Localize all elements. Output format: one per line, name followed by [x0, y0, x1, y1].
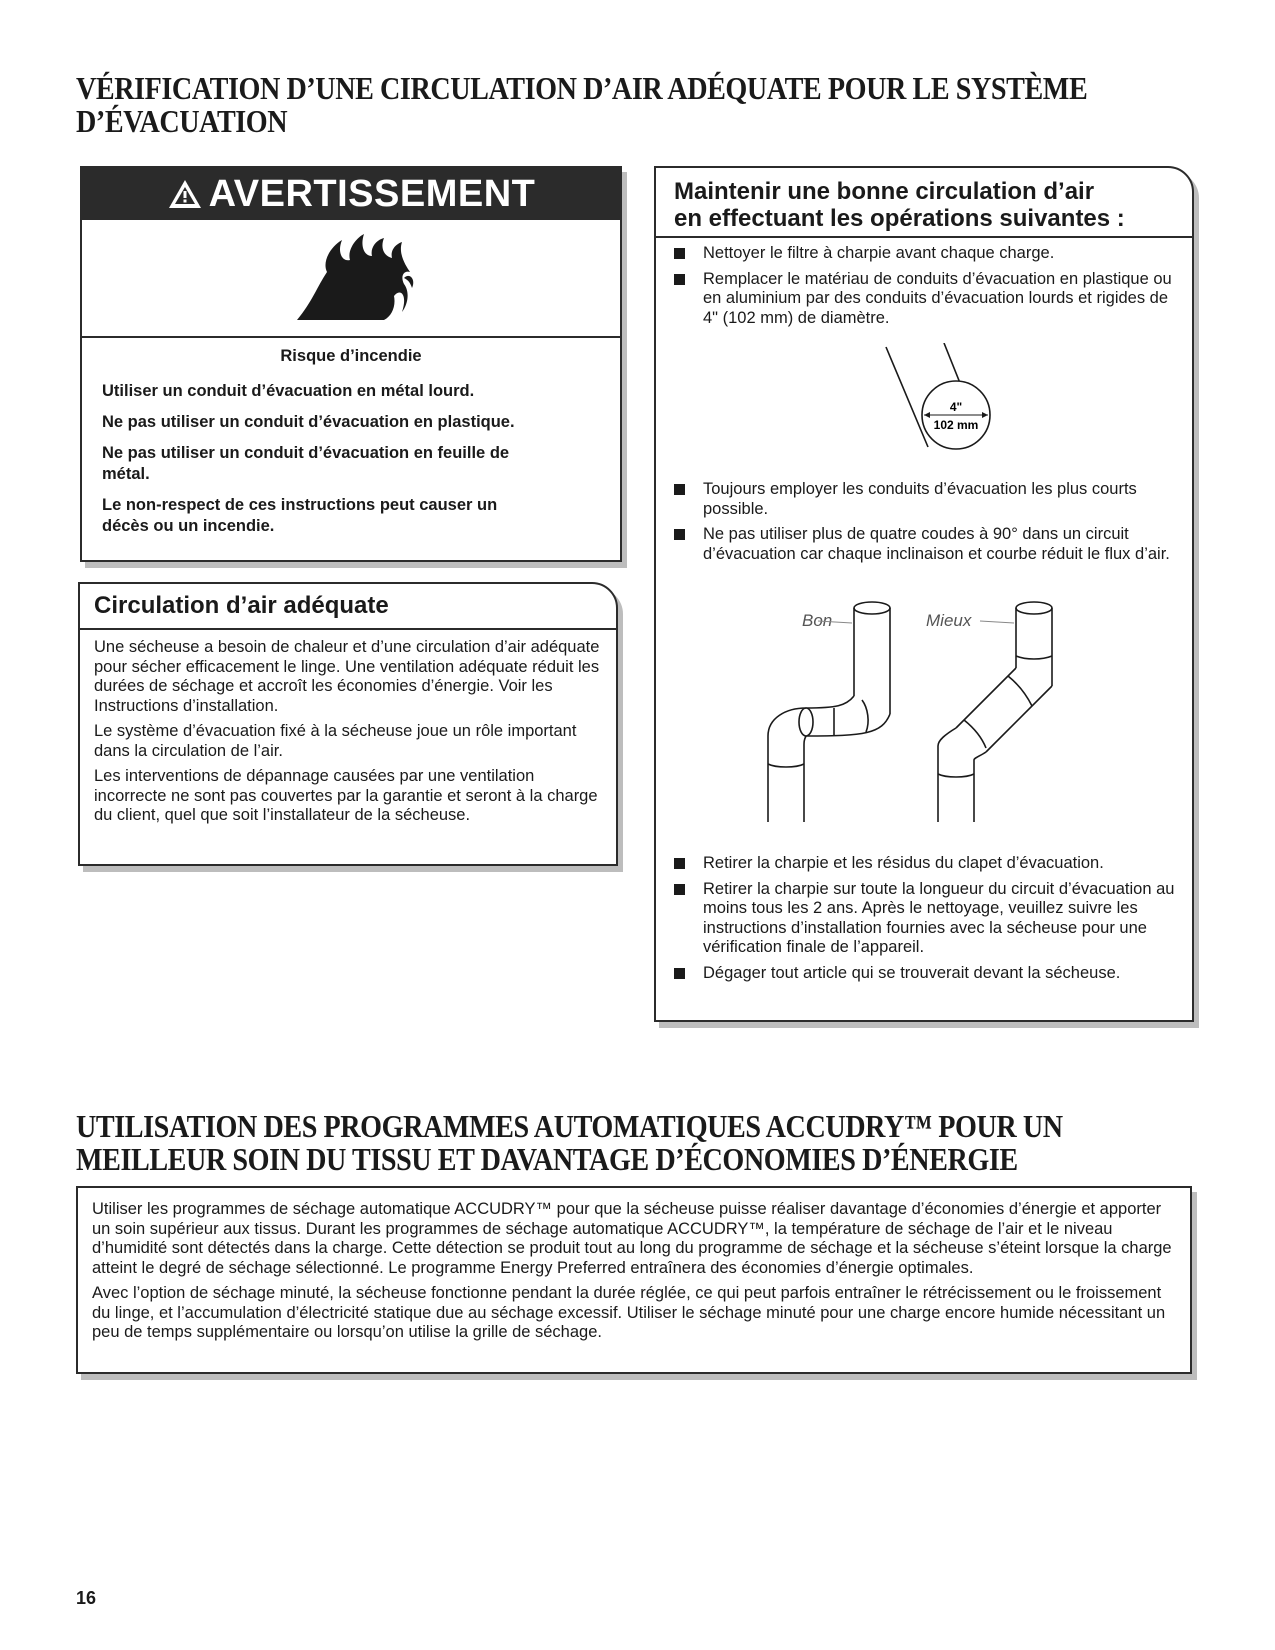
duct-label-mm: 102 mm	[933, 418, 979, 432]
warning-box	[80, 166, 622, 562]
list-item: Retirer la charpie sur toute la longueur du circuit d’évacuation au moins tous les 2 ans. Après le nettoyage, veuillez suivre les instructions d’installation fournies avec la sécheuse pour une vérification finale de l’appareil.	[656, 880, 1186, 958]
warning-subtitle: Risque d’incendie	[280, 347, 422, 365]
page-number: 16	[76, 1588, 97, 1608]
accudry-paragraph: Avec l’option de séchage minuté, la sécheuse fonctionne pendant la durée réglée, ce qui peut parfois entraîner le rétrécissement ou le froissement du linge, et l’accumulation d’électricité statique due au séchage excessif. Utiliser le séchage minuté pour une charge encore humide nécessitant un peu de temps supplémentaire ou lorsqu’on utilise la grille de séchage.	[92, 1284, 1166, 1341]
section-title-accudry	[76, 1110, 1220, 1176]
warning-line: Utiliser un conduit d’évacuation en métal lourd.	[102, 382, 475, 400]
duct-label-inches: 4"	[949, 400, 963, 414]
bullet-list-bottom	[656, 854, 1186, 989]
fire-icon	[292, 232, 422, 324]
section2-title-line-1: UTILISATION DES PROGRAMMES AUTOMATIQUES ACCUDRY™ POUR UN	[76, 1108, 1063, 1144]
list-item: Toujours employer les conduits d’évacuation les plus courts possible.	[656, 480, 1186, 519]
maintain-airflow-box	[654, 166, 1194, 1022]
bullet-list-top	[656, 244, 1186, 334]
warning-line: Ne pas utiliser un conduit d’évacuation en plastique.	[102, 413, 515, 431]
label-good: Bon	[802, 611, 833, 630]
warning-triangle-icon	[167, 178, 203, 210]
duct-diameter-diagram	[856, 343, 1016, 463]
maintain-airflow-title	[656, 168, 1192, 238]
list-item: Dégager tout article qui se trouverait devant la sécheuse.	[656, 964, 1186, 984]
label-better: Mieux	[926, 611, 972, 630]
list-item: Nettoyer le filtre à charpie avant chaque charge.	[656, 244, 1186, 264]
adequate-airflow-title: Circulation d’air adéquate	[80, 584, 616, 630]
warning-header-text: AVERTISSEMENT	[208, 173, 536, 215]
list-item: Remplacer le matériau de conduits d’évacuation en plastique ou en aluminium par des conduits d’évacuation lourds et rigides de 4" (102 mm) de diamètre.	[656, 270, 1186, 329]
maintain-title-line-1: Maintenir une bonne circulation d’air	[674, 178, 1095, 205]
fire-hazard-area	[82, 220, 620, 338]
section-title-line-2: D’ÉVACUATION	[76, 103, 288, 139]
accudry-box	[76, 1186, 1192, 1374]
adequate-airflow-box	[78, 582, 618, 866]
accudry-paragraph: Utiliser les programmes de séchage automatique ACCUDRY™ pour que la sécheuse puisse réaliser davantage d’économies d’énergie et apporter un soin supérieur aux tissus. Durant les programmes de séchage automatique ACCUDRY™, la température de séchage de l’air et le niveau d’humidité sont détectés dans la charge. Cette détection se produit tout au long du programme de séchage et la sécheuse s’éteint lorsque la charge atteint le degré de séchage sélectionné. Le programme Energy Preferred entraînera des économies d’énergie optimales.	[92, 1200, 1172, 1277]
section-title-line-1: VÉRIFICATION D’UNE CIRCULATION D’AIR ADÉQUATE POUR LE SYSTÈME	[76, 70, 1088, 106]
list-item: Ne pas utiliser plus de quatre coudes à 90° dans un circuit d’évacuation car chaque inclinaison et courbe réduit le flux d’air.	[656, 525, 1186, 564]
airflow-paragraph: Le système d’évacuation fixé à la sécheuse joue un rôle important dans la circulation de l’air.	[94, 722, 577, 760]
maintain-title-line-2: en effectuant les opérations suivantes :	[674, 205, 1125, 232]
warning-header	[82, 168, 620, 220]
airflow-paragraph: Une sécheuse a besoin de chaleur et d’une circulation d’air adéquate pour sécher efficacement le linge. Une ventilation adéquate réduit les durées de séchage et accroît les économies d’énergie. Voir les Instructions d’installation.	[94, 638, 600, 715]
warning-line: Ne pas utiliser un conduit d’évacuation en feuille de métal.	[102, 444, 510, 483]
list-item: Retirer la charpie et les résidus du clapet d’évacuation.	[656, 854, 1186, 874]
bullet-list-middle	[656, 480, 1186, 570]
airflow-paragraph: Les interventions de dépannage causées par une ventilation incorrecte ne sont pas couvertes par la garantie et seront à la charge du client, quel que soit l’installateur de la sécheuse.	[94, 767, 598, 824]
section2-title-line-2: MEILLEUR SOIN DU TISSU ET DAVANTAGE D’ÉCONOMIES D’ÉNERGIE	[76, 1141, 1018, 1177]
section-title-ventilation	[76, 72, 1220, 138]
warning-line: Le non-respect de ces instructions peut causer un décès ou un incendie.	[102, 496, 498, 535]
elbow-comparison-diagram	[746, 596, 1166, 832]
